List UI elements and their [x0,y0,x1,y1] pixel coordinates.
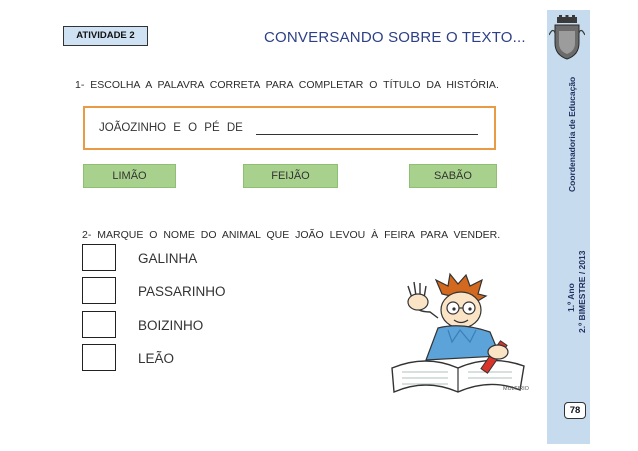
title-blank-line[interactable] [256,134,478,135]
illustration-credit: MULTIRIO [503,386,529,392]
sidebar-year: 1.º Ano [566,283,576,312]
option-checkbox-leao[interactable] [82,344,116,371]
city-crest-icon [549,15,585,61]
title-sentence: JOÃOZINHO E O PÉ DE [99,122,243,134]
option-checkbox-galinha[interactable] [82,244,116,271]
question-1-prompt: 1- ESCOLHA A PALAVRA CORRETA PARA COMPLETAR O TÍTULO DA HISTÓRIA. [75,79,499,91]
option-label-boizinho: BOIZINHO [138,318,204,333]
option-label-leao: LEÃO [138,351,175,366]
option-label-galinha: GALINHA [138,251,198,266]
sidebar-band [547,10,590,444]
choice-feijao-button[interactable]: FEIJÃO [243,164,338,188]
option-checkbox-passarinho[interactable] [82,277,116,304]
choice-sabao-button[interactable]: SABÃO [409,164,497,188]
boy-reading-writing-illustration [386,272,536,400]
activity-tag: ATIVIDADE 2 [63,26,148,46]
page-number: 78 [564,402,586,419]
option-checkbox-boizinho[interactable] [82,311,116,338]
sidebar-bimester: 2.º BIMESTRE / 2013 [577,250,587,333]
question-2-prompt: 2- MARQUE O NOME DO ANIMAL QUE JOÃO LEVOU À FEIRA PARA VENDER. [82,229,501,241]
choice-limao-button[interactable]: LIMÃO [83,164,176,188]
sidebar-department: Coordenadoria de Educação [567,76,577,192]
option-label-passarinho: PASSARINHO [138,284,226,299]
page-title: CONVERSANDO SOBRE O TEXTO... [264,29,526,46]
title-completion-box [83,106,496,150]
